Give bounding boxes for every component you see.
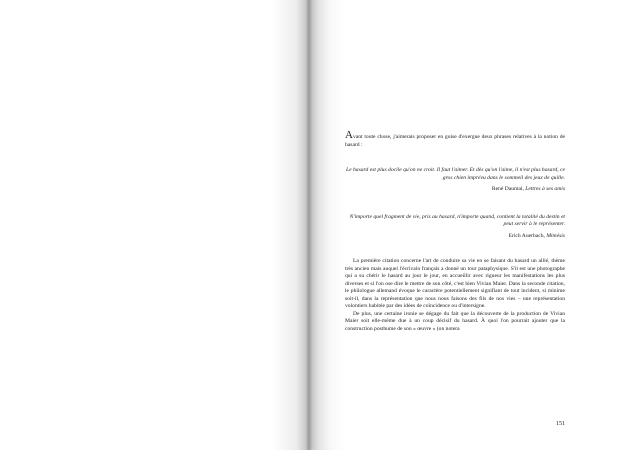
body-paragraph: De plus, une certaine ironie se dégage du fait que la découverte de la production de Vivian Maier soit elle-même due à un coup décisif du hasard. À quoi l'on pourrait ajouter que la construction posthume de son « œuvre » (on notera bbox=[345, 310, 565, 332]
epigraph-work: Lettres à ses amis bbox=[525, 186, 565, 192]
body-paragraph: La première citation concerne l'art de conduire sa vie en se faisant du hasard un allié, thème très ancien mais auquel l'écrivain français a donné un tour pataphysique. S'il est une photographe qui a su chérir le hasard au jour le jour, en accueillir avec rigueur les manifestations les plus diverses et si l'on ose dire le mettre de son côté, c'est bien Vivian Maier. Dans la seconde citation, le philologue allemand évoque le caractère potentiellement signifiant de tout incident, si minime soit-il, dans la représentation que nous nous faisons des fils de nos vies – une représentation volontiers habitée par des idées de coïncidence ou d'intersigne. bbox=[345, 258, 565, 309]
epigraph-daumal bbox=[345, 167, 565, 194]
intro-paragraph bbox=[345, 129, 565, 149]
intro-text: vant toute chose, j'aimerais proposer en guise d'exergue deux phrases relatives à la notion de hasard : bbox=[345, 134, 565, 148]
epigraph-author: Erich Auerbach, bbox=[508, 232, 545, 239]
epigraph-text: N'importe quel fragment de vie, pris au hasard, n'importe quand, contient la totalité du destin et peut servir à le représenter. bbox=[349, 213, 565, 227]
page-gutter bbox=[305, 0, 313, 450]
epigraph-attribution bbox=[345, 233, 565, 241]
page-text bbox=[345, 129, 565, 333]
drop-cap: A bbox=[345, 129, 353, 141]
epigraph-work: Mimésis bbox=[546, 232, 565, 239]
epigraph-attribution bbox=[345, 186, 565, 194]
page-number: 151 bbox=[556, 421, 565, 427]
epigraph-author: René Daumal, bbox=[491, 186, 524, 192]
epigraph-text: Le hasard est plus docile qu'on ne croit. Il faut l'aimer. Et dès qu'on l'aime, il n'est plus hasard, ce gros chien imprévu dans le sommeil des jeux de quille. bbox=[346, 167, 565, 181]
body-text bbox=[345, 258, 565, 333]
epigraph-auerbach bbox=[345, 214, 565, 241]
left-page bbox=[0, 0, 309, 450]
